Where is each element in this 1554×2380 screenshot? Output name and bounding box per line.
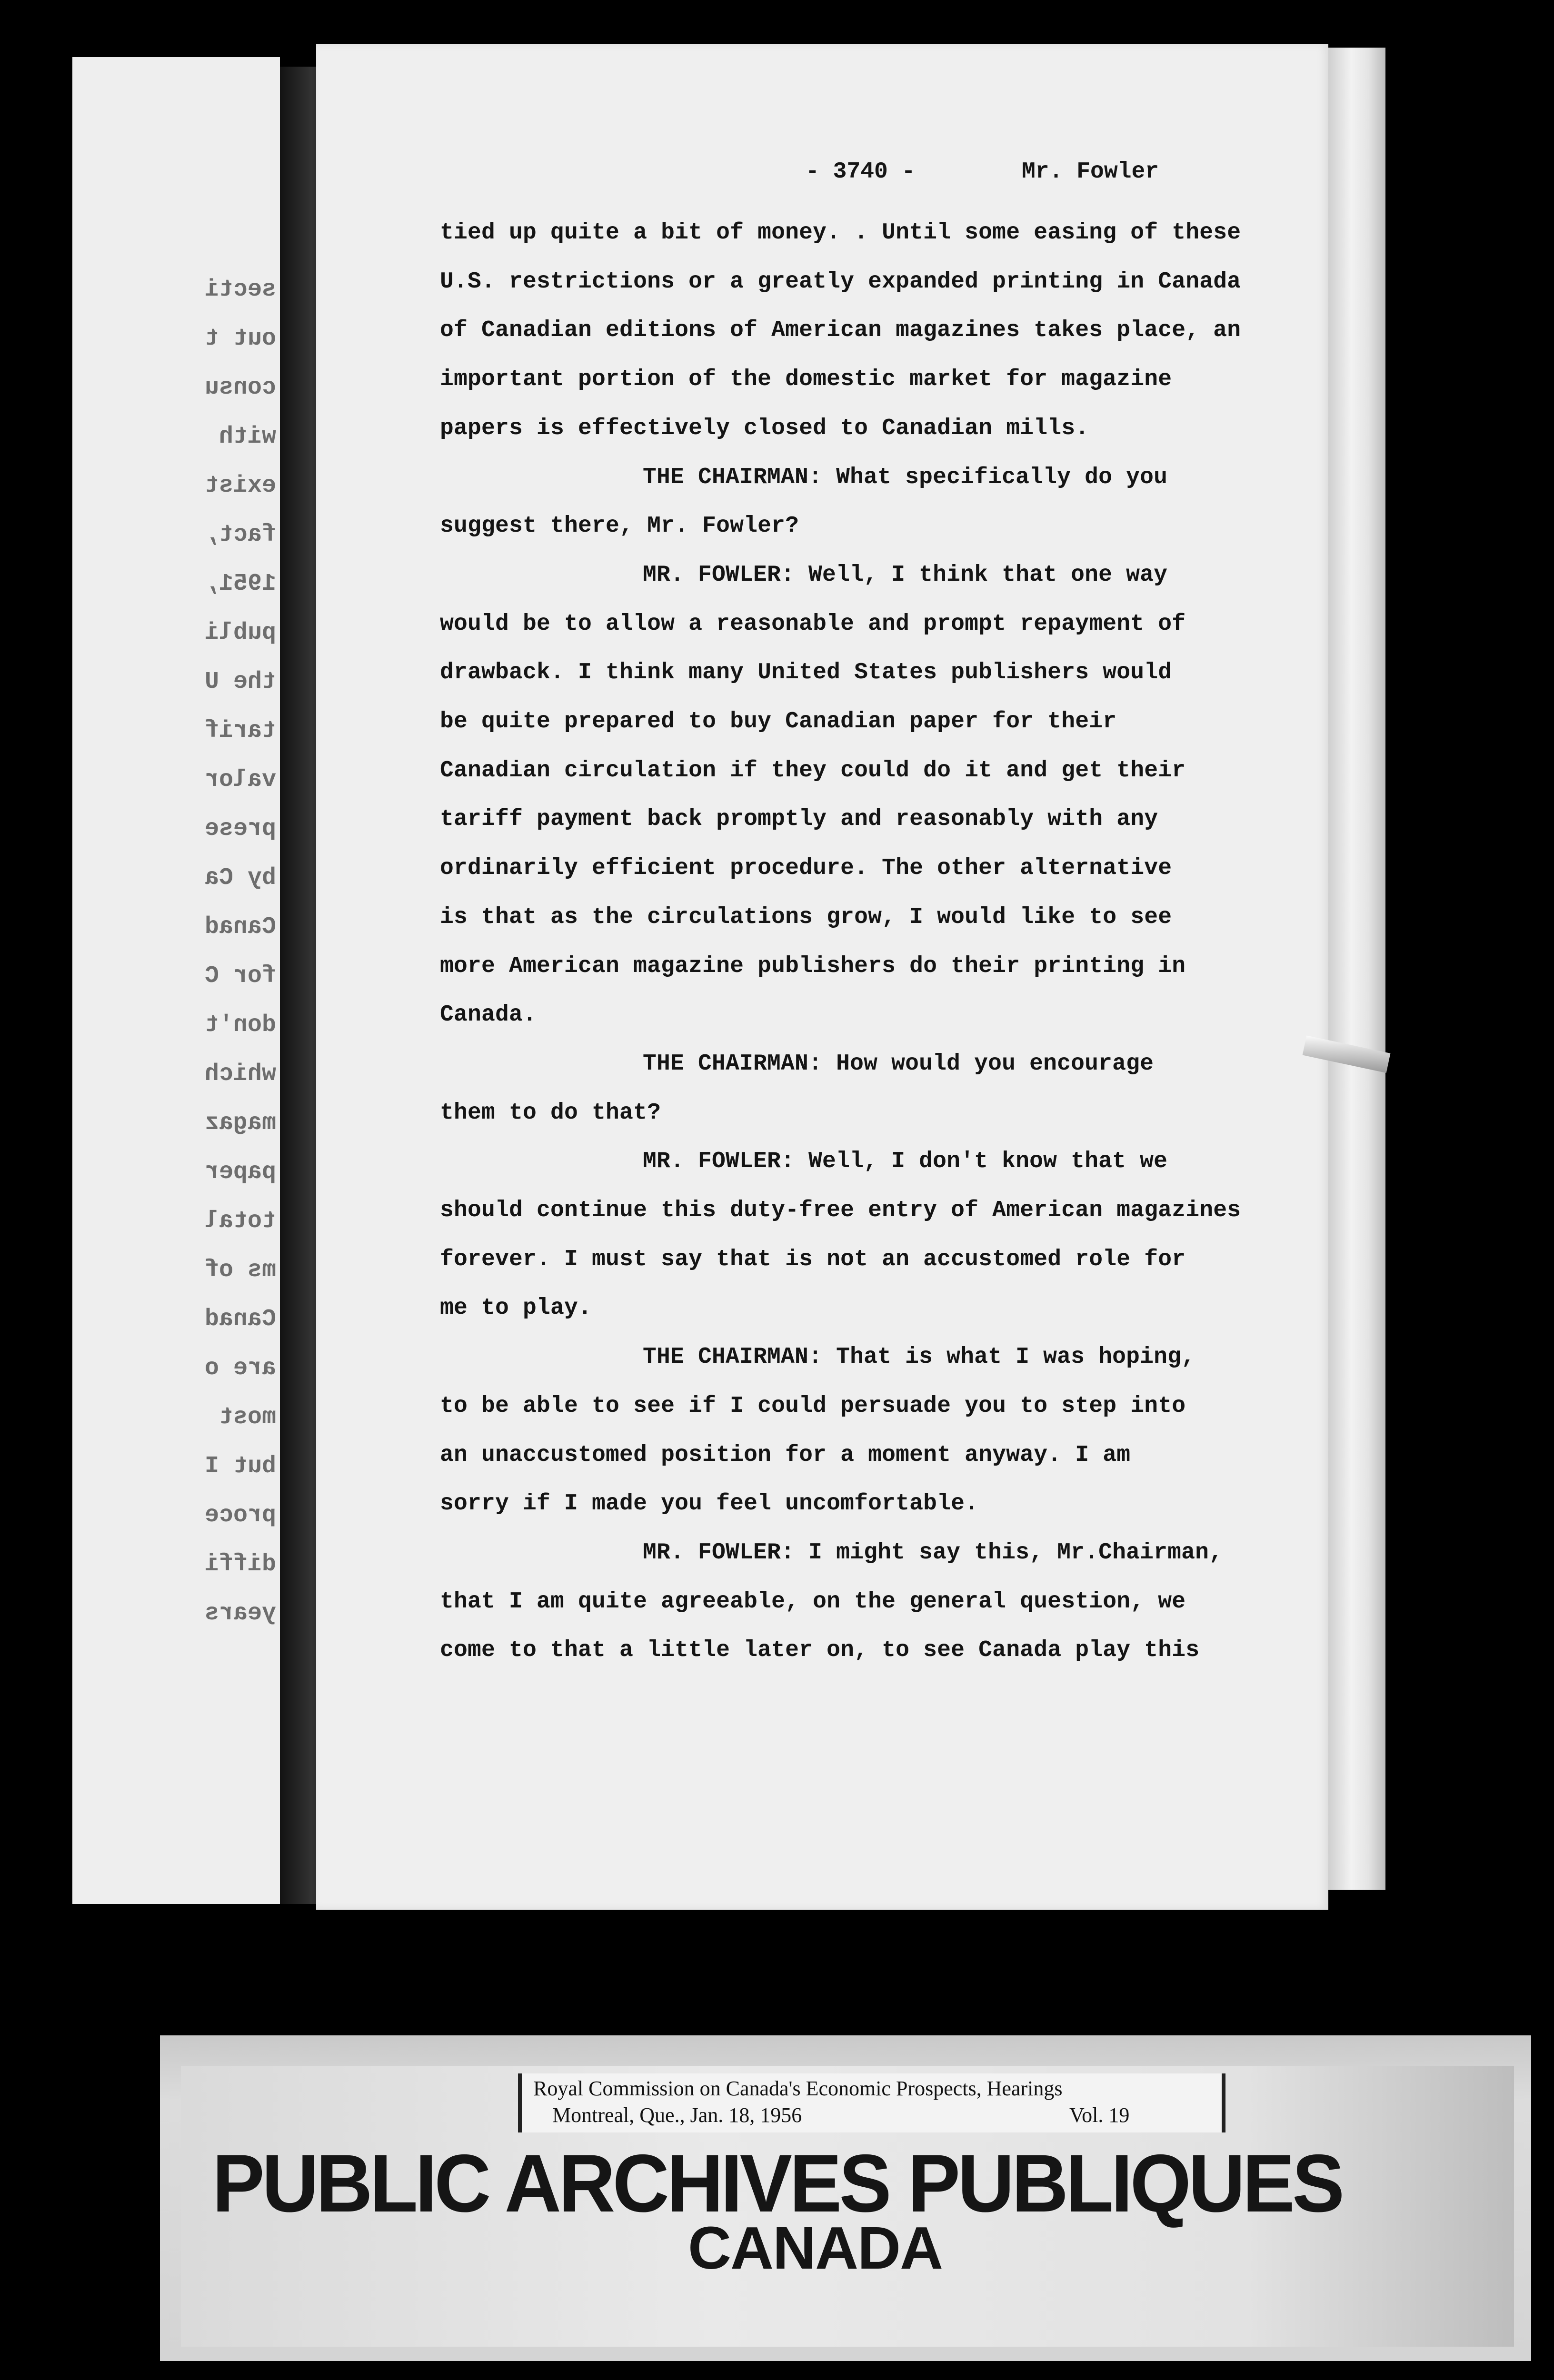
transcript-line: be quite prepared to buy Canadian paper for their bbox=[440, 709, 1117, 734]
transcript-line: U.S. restrictions or a greatly expanded printing in Canada bbox=[440, 268, 1241, 295]
bleed-through-text: tarif bbox=[204, 717, 276, 744]
page-stack-edge bbox=[1328, 48, 1385, 1890]
bleed-through-text: secti bbox=[204, 276, 276, 303]
previous-page-edge bbox=[72, 57, 280, 1904]
transcript-line: ordinarily efficient procedure. The other alternative bbox=[440, 855, 1172, 882]
transcript-line: more American magazine publishers do their printing in bbox=[440, 953, 1186, 979]
bleed-through-text: by Ca bbox=[204, 864, 276, 892]
transcript-line: that I am quite agreeable, on the general question, we bbox=[440, 1588, 1186, 1615]
bleed-through-text: prese bbox=[204, 815, 276, 843]
archives-stamp-title: PUBLIC ARCHIVES PUBLIQUES bbox=[212, 2138, 1342, 2229]
reference-title: Royal Commission on Canada's Economic Prospects, Hearings bbox=[533, 2077, 1063, 2100]
transcript-line: THE CHAIRMAN: What specifically do you bbox=[643, 464, 1168, 490]
bleed-through-text: out t bbox=[204, 325, 276, 352]
transcript-line: suggest there, Mr. Fowler? bbox=[440, 513, 799, 539]
bleed-through-text: ms of bbox=[204, 1257, 276, 1284]
bleed-through-text: which bbox=[204, 1061, 276, 1088]
transcript-line: THE CHAIRMAN: How would you encourage bbox=[643, 1051, 1154, 1077]
transcript-line: tied up quite a bit of money. . Until some easing of these bbox=[440, 220, 1241, 246]
archives-stamp-country: CANADA bbox=[688, 2214, 942, 2281]
transcript-page bbox=[316, 44, 1328, 1910]
transcript-line: tariff payment back promptly and reasonably with any bbox=[440, 806, 1158, 833]
transcript-line: papers is effectively closed to Canadian mills. bbox=[440, 415, 1089, 441]
bleed-through-text: most bbox=[219, 1404, 276, 1431]
archive-reference-label bbox=[518, 2073, 1225, 2132]
bleed-through-text: diffi bbox=[204, 1551, 276, 1578]
bleed-through-text: publi bbox=[204, 619, 276, 646]
bleed-through-text: the U bbox=[204, 668, 276, 695]
transcript-line: drawback. I think many United States publishers would bbox=[440, 660, 1172, 686]
transcript-line: is that as the circulations grow, I would like to see bbox=[440, 904, 1172, 930]
bleed-through-text: but I bbox=[204, 1453, 276, 1480]
transcript-line: would be to allow a reasonable and prompt repayment of bbox=[440, 611, 1186, 637]
transcript-line: sorry if I made you feel uncomfortable. bbox=[440, 1491, 979, 1517]
bleed-through-text: are o bbox=[204, 1355, 276, 1382]
bleed-through-text: total bbox=[204, 1208, 276, 1235]
transcript-line: to be able to see if I could persuade you to step into bbox=[440, 1393, 1186, 1419]
transcript-line: them to do that? bbox=[440, 1100, 661, 1126]
reference-volume: Vol. 19 bbox=[1069, 2103, 1130, 2127]
bleed-through-text: don't bbox=[204, 1012, 276, 1039]
header-speaker: Mr. Fowler bbox=[1022, 159, 1159, 185]
bleed-through-text: for C bbox=[204, 962, 276, 990]
transcript-line: MR. FOWLER: I might say this, Mr.Chairman, bbox=[643, 1539, 1223, 1566]
transcript-line: should continue this duty-free entry of American magazines bbox=[440, 1198, 1241, 1223]
bleed-through-text: with bbox=[219, 423, 276, 450]
transcript-line: of Canadian editions of American magazines takes place, an bbox=[440, 317, 1241, 344]
transcript-line: MR. FOWLER: Well, I don't know that we bbox=[643, 1149, 1168, 1175]
transcript-line: me to play. bbox=[440, 1295, 592, 1321]
bleed-through-text: fact, bbox=[204, 521, 276, 548]
transcript-line: THE CHAIRMAN: That is what I was hoping, bbox=[643, 1344, 1195, 1370]
transcript-line: forever. I must say that is not an accustomed role for bbox=[440, 1246, 1186, 1272]
transcript-line: MR. FOWLER: Well, I think that one way bbox=[643, 562, 1168, 588]
reference-location-date: Montreal, Que., Jan. 18, 1956 bbox=[552, 2103, 802, 2127]
transcript-line: important portion of the domestic market for magazine bbox=[440, 367, 1172, 393]
bleed-through-text: years bbox=[204, 1600, 276, 1627]
bleed-through-text: valor bbox=[204, 766, 276, 793]
bleed-through-text: Canad bbox=[204, 913, 276, 941]
bleed-through-text: magaz bbox=[204, 1110, 276, 1137]
bleed-through-text: exist bbox=[204, 472, 276, 499]
bleed-through-text: Canad bbox=[204, 1306, 276, 1333]
transcript-line: Canadian circulation if they could do it and get their bbox=[440, 757, 1186, 783]
transcript-line: come to that a little later on, to see Canada play this bbox=[440, 1637, 1200, 1664]
transcript-line: an unaccustomed position for a moment anyway. I am bbox=[440, 1442, 1131, 1468]
bleed-through-text: consu bbox=[204, 374, 276, 401]
page-number: - 3740 - bbox=[806, 159, 916, 185]
page-header bbox=[316, 159, 1328, 192]
bleed-through-text: proce bbox=[204, 1502, 276, 1529]
transcript-line: Canada. bbox=[440, 1002, 537, 1028]
bleed-through-text: 1951, bbox=[204, 570, 276, 597]
bleed-through-text: paper bbox=[204, 1159, 276, 1186]
